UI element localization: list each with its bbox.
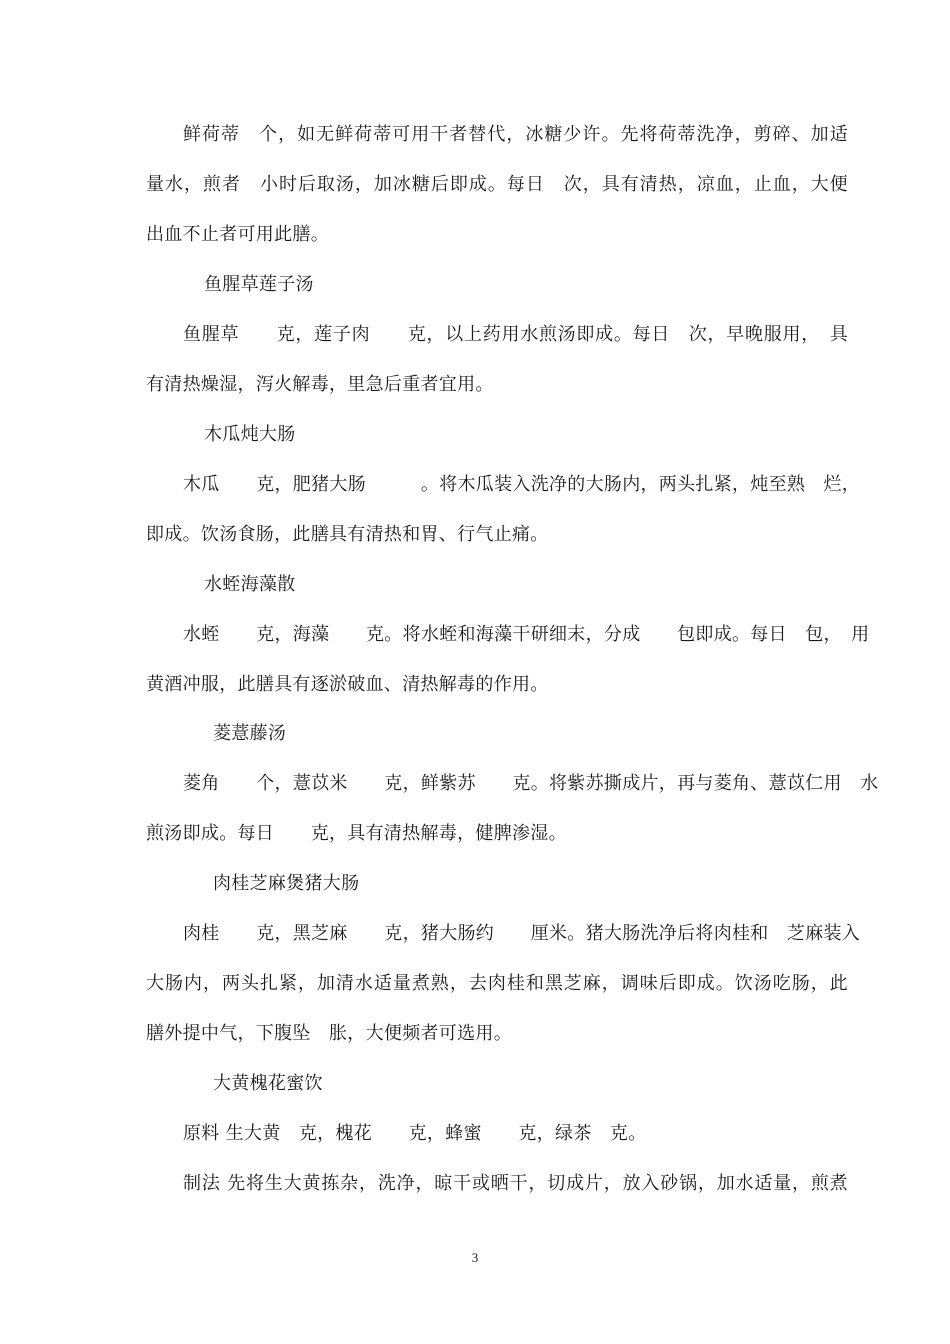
paragraph-line: 鲜荷蒂 个，如无鲜荷蒂可用干者替代，冰糖少许。先将荷蒂洗净，剪碎、加适 [183,124,848,145]
paragraph-line: 出血不止者可用此膳。 [146,224,329,245]
paragraph-line: 膳外提中气，下腹坠 胀，大便频者可选用。 [146,1023,512,1044]
paragraph-line: 黄酒冲服，此膳具有逐淤破血、清热解毒的作用。 [146,674,549,695]
recipe-title: 水蛭海藻散 [204,574,296,595]
paragraph-line: 水蛭 克，海藻 克。将水蛭和海藻干研细末，分成 包即成。每日 包， 用 [183,624,870,645]
recipe-title: 菱薏藤汤 [213,723,287,744]
paragraph-line: 有清热燥湿，泻火解毒，里急后重者宜用。 [146,374,494,395]
paragraph-line: 木瓜 克，肥猪大肠 。将木瓜装入洗净的大肠内，两头扎紧，炖至熟 烂， [183,474,861,495]
paragraph-line: 鱼腥草 克，莲子肉 克，以上药用水煎汤即成。每日 次，早晚服用， 具 [183,324,848,345]
recipe-title: 木瓜炖大肠 [204,424,296,445]
page-number: 3 [471,1250,479,1265]
recipe-title: 大黄槐花蜜饮 [213,1073,323,1094]
paragraph-line: 制法 先将生大黄拣杂，洗净，晾干或晒干，切成片，放入砂锅，加水适量，煎煮 [183,1173,848,1194]
paragraph-line: 即成。饮汤食肠，此膳具有清热和胃、行气止痛。 [146,524,549,545]
paragraph-line: 菱角 个，薏苡米 克，鲜紫苏 克。将紫苏撕成片，再与菱角、薏苡仁用 水 [183,773,879,794]
paragraph-line: 大肠内，两头扎紧，加清水适量煮熟，去肉桂和黑芝麻，调味后即成。饮汤吃肠，此 [146,973,848,994]
paragraph-line: 量水，煎者 小时后取汤，加冰糖后即成。每日 次，具有清热，凉血，止血，大便 [146,174,848,195]
paragraph-line: 原料 生大黄 克，槐花 克，蜂蜜 克，绿茶 克。 [183,1123,647,1144]
paragraph-line: 煎汤即成。每日 克，具有清热解毒，健脾渗湿。 [146,823,567,844]
recipe-title: 鱼腥草莲子汤 [204,274,314,295]
paragraph-line: 肉桂 克，黑芝麻 克，猪大肠约 厘米。猪大肠洗净后将肉桂和 芝麻装入 [183,923,861,944]
recipe-title: 肉桂芝麻煲猪大肠 [213,873,360,894]
